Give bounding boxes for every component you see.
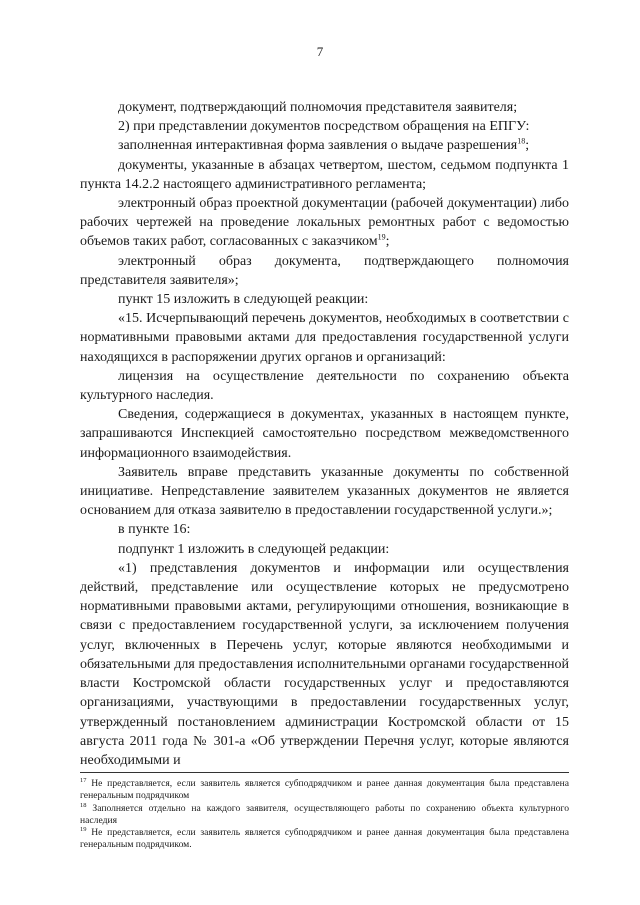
paragraph: документ, подтверждающий полномочия представителя заявителя; <box>118 100 518 115</box>
paragraph: «1) представления документов и информации или осуществления действий, представление или осуществление которых не предусмотрено нормативными правовыми актами, регулирующими отношения, возникающие в связи с предоставлением государственной услуги, за исключением получения услуг, включенных в Перечень услуг, которые являются необходимыми и обязательными для предоставления исполнительными органами государственной власти Костромской области государственных услуг и предоставляются организациями, участвующими в предоставлении государственных услуг, утвержденный постановлением администрации Костромской области от 15 августа 2011 года № 301-а «Об утверждении Перечня услуг, которые являются необходимыми и <box>80 560 569 768</box>
footnote <box>80 803 569 827</box>
footnote-divider <box>80 772 569 773</box>
paragraph: лицензия на осуществление деятельности по сохранению объекта культурного наследия. <box>80 368 569 404</box>
paragraph: документы, указанные в абзацах четвертом, шестом, седьмом подпункта 1 пункта 14.2.2 настоящего административного регламента; <box>80 157 569 192</box>
footnote <box>80 778 569 802</box>
footnote-text: Заполняется отдельно на каждого заявителя, осуществляющего работы по сохранению объекта культурного наследия <box>80 802 569 826</box>
paragraph-tail: ; <box>385 234 390 250</box>
paragraph: подпункт 1 изложить в следующей редакции: <box>118 541 390 557</box>
page-number: 7 <box>316 44 324 59</box>
document-body <box>80 98 569 770</box>
paragraph-tail: ; <box>525 138 530 154</box>
footnote <box>80 827 569 851</box>
footnote-number: 18 <box>80 801 87 809</box>
paragraph <box>80 194 569 252</box>
footnote-number: 19 <box>80 826 87 833</box>
paragraph: в пункте 16: <box>118 522 191 538</box>
paragraph <box>80 136 569 155</box>
footnotes <box>80 778 569 852</box>
paragraph: пункт 15 изложить в следующей реакции: <box>118 292 369 308</box>
paragraph-text: заполненная интерактивная форма заявления о выдаче разрешения <box>118 138 518 154</box>
paragraph: Заявитель вправе представить указанные документы по собственной инициативе. Непредставление заявителем указанных документов не является основанием для отказа заявителю в предоставлении государственной услуги.»; <box>80 464 569 519</box>
footnote-ref: 19 <box>377 232 386 242</box>
paragraph-text: электронный образ проектной документации (рабочей документации) либо рабочих чертежей на проведение локальных ремонтных работ с ведомостью объемов таких работ, согласованных с заказчиком <box>80 196 569 250</box>
paragraph: «15. Исчерпывающий перечень документов, необходимых в соответствии с нормативными правовыми актами для предоставления государственной услуги находящихся в распоряжении других органов и организаций: <box>80 311 569 365</box>
paragraph: 2) при представлении документов посредством обращения на ЕПГУ: <box>118 119 530 135</box>
footnote-number: 17 <box>80 776 87 784</box>
paragraph: электронный образ документа, подтверждающего полномочия представителя заявителя»; <box>80 253 569 288</box>
footnote-text: Не представляется, если заявитель является субподрядчиком и ранее данная документация была представлена генеральным подрядчиком. <box>80 827 569 851</box>
paragraph: Сведения, содержащиеся в документах, указанных в настоящем пункте, запрашиваются Инспекцией самостоятельно посредством межведомственного информационного взаимодействия. <box>80 407 569 461</box>
footnote-text: Не представляется, если заявитель является субподрядчиком и ранее данная документация была представлена генеральным подрядчиком <box>80 778 569 801</box>
footnote-ref: 18 <box>517 136 526 146</box>
